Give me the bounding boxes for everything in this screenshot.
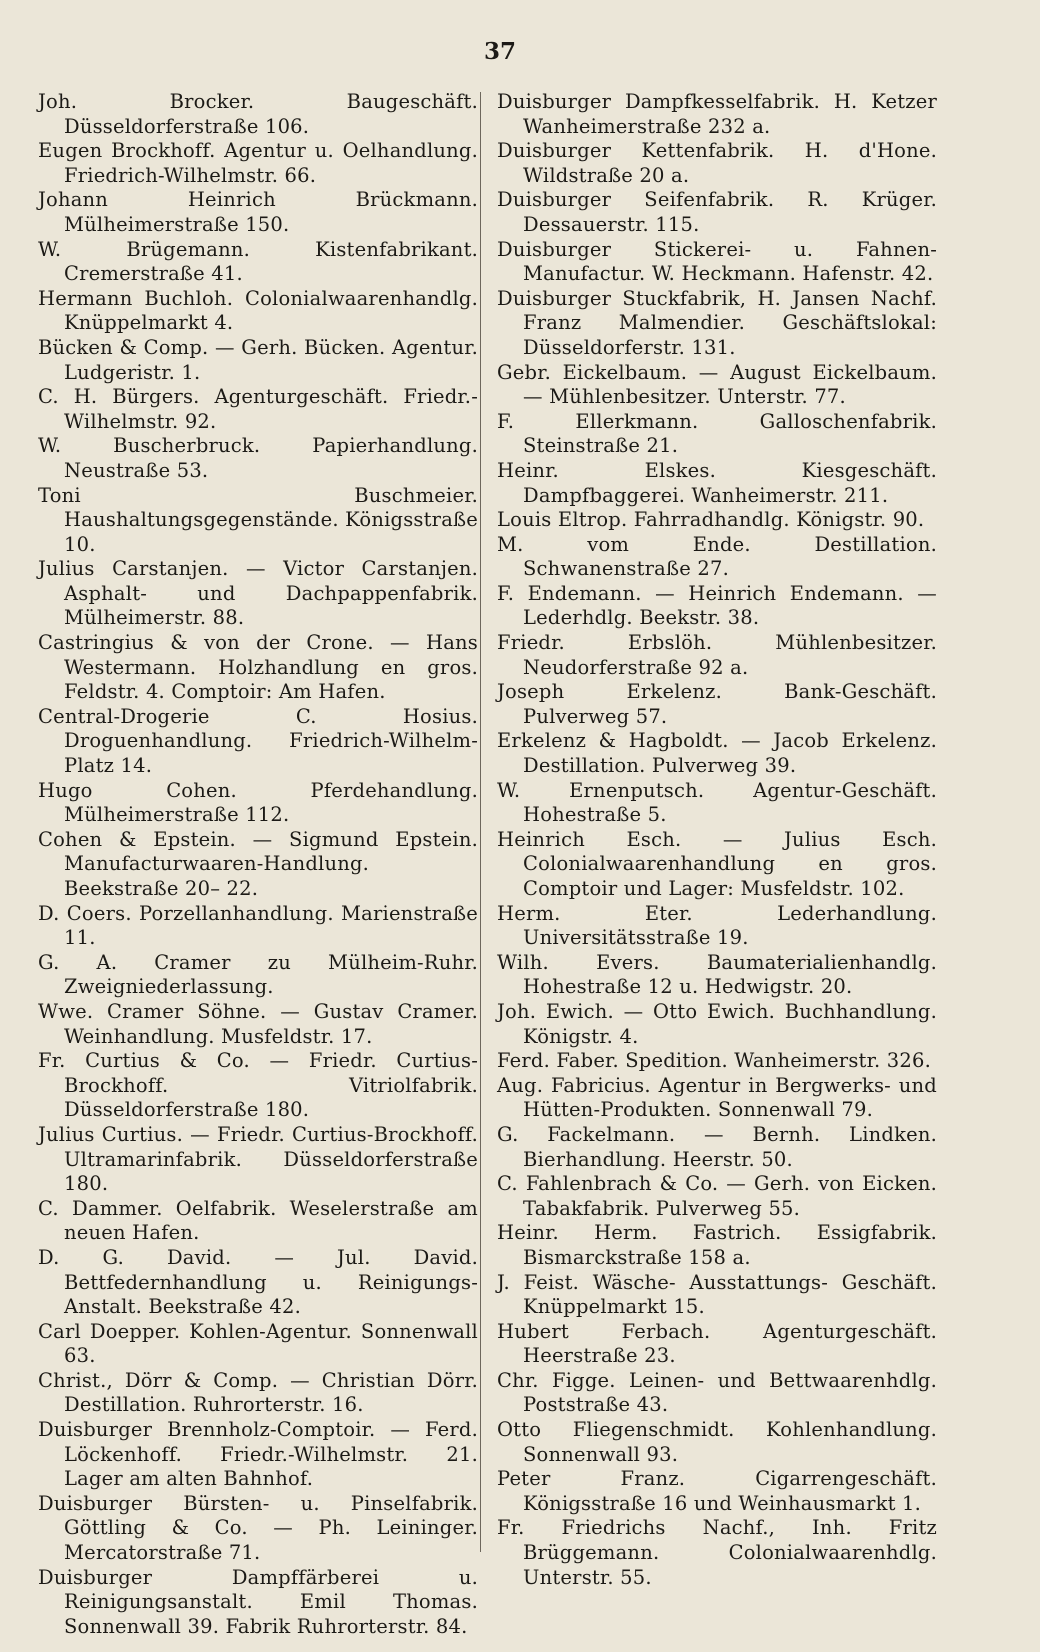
directory-entry: Central-Drogerie C. Hosius. Droguenhandlung. Friedrich-Wilhelm-Platz 14. [38,704,478,778]
directory-entry: Chr. Figge. Leinen- und Bettwaarenhdlg. Poststraße 43. [497,1368,937,1417]
directory-entry: Julius Carstanjen. — Victor Carstanjen. Asphalt- und Dachpappenfabrik. Mülheimerstr. 88. [38,557,478,630]
directory-entry: Johann Heinrich Brückmann. Mülheimerstraße 150. [38,188,478,236]
directory-entry: Hermann Buchloh. Colonialwaarenhandlg. Knüppelmarkt 4. [38,286,478,335]
directory-entry: D. Coers. Porzellanhandlung. Marienstraße 11. [38,901,478,950]
directory-entry: Wilh. Evers. Baumaterialienhandlg. Hohestraße 12 u. Hedwigstr. 20. [497,950,937,999]
directory-entry: Aug. Fabricius. Agentur in Bergwerks- und Hütten-Produkten. Sonnenwall 79. [497,1073,937,1122]
directory-entry: Cohen & Epstein. — Sigmund Epstein. Manufacturwaaren-Handlung. Beekstraße 20– 22. [38,827,478,900]
directory-entry: W. Ernenputsch. Agentur-Geschäft. Hohestraße 5. [497,778,937,827]
directory-entry: Joh. Ewich. — Otto Ewich. Buchhandlung. Königstr. 4. [497,999,937,1048]
left-column [38,90,478,1639]
column-divider [480,92,481,1552]
directory-entry: Hugo Cohen. Pferdehandlung. Mülheimerstraße 112. [38,778,478,827]
directory-entry: M. vom Ende. Destillation. Schwanenstraße 27. [497,532,937,581]
directory-entry: C. Fahlenbrach & Co. — Gerh. von Eicken. Tabakfabrik. Pulverweg 55. [497,1172,937,1220]
directory-entry: Bücken & Comp. — Gerh. Bücken. Agentur. Ludgeristr. 1. [38,335,478,384]
directory-entry: Louis Eltrop. Fahrradhandlg. Königstr. 90. [497,508,925,532]
directory-entry: Duisburger Bürsten- u. Pinselfabrik. Göttling & Co. — Ph. Leininger. Mercatorstraße 71. [38,1491,478,1565]
directory-entry: Wwe. Cramer Söhne. — Gustav Cramer. Weinhandlung. Musfeldstr. 17. [38,999,478,1048]
directory-entry: Gebr. Eickelbaum. — August Eickelbaum. — Mühlenbesitzer. Unterstr. 77. [497,360,937,409]
directory-entry: Duisburger Dampffärberei u. Reinigungsanstalt. Emil Thomas. Sonnenwall 39. Fabrik Ruhrorterstr. 84. [38,1565,478,1638]
directory-entry: Fr. Friedrichs Nachf., Inh. Fritz Brüggemann. Colonialwaarenhdlg. Unterstr. 55. [497,1516,937,1589]
directory-entry: Otto Fliegenschmidt. Kohlenhandlung. Sonnenwall 93. [497,1418,937,1466]
directory-entry: Erkelenz & Hagboldt. — Jacob Erkelenz. Destillation. Pulverweg 39. [497,729,937,778]
directory-entry: Duisburger Stuckfabrik, H. Jansen Nachf. Franz Malmendier. Geschäftslokal: Düsseldorferstr. 131. [497,286,937,359]
directory-entry: Julius Curtius. — Friedr. Curtius-Brockhoff. Ultramarinfabrik. Düsseldorferstraße 180. [38,1122,478,1196]
directory-entry: Duisburger Stickerei- u. Fahnen-Manufactur. W. Heckmann. Hafenstr. 42. [497,237,937,286]
directory-entry: Duisburger Seifenfabrik. R. Krüger. Dessauerstr. 115. [497,188,937,236]
directory-entry: Heinr. Elskes. Kiesgeschäft. Dampfbaggerei. Wanheimerstr. 211. [497,458,937,507]
directory-entry: Heinr. Herm. Fastrich. Essigfabrik. Bismarckstraße 158 a. [497,1221,937,1269]
directory-entry: Ferd. Faber. Spedition. Wanheimerstr. 326. [497,1049,931,1073]
right-column [497,90,937,1590]
directory-entry: Heinrich Esch. — Julius Esch. Colonialwaarenhandlung en gros. Comptoir und Lager: Musfeldstr. 102. [497,827,937,900]
directory-entry: J. Feist. Wäsche- Ausstattungs- Geschäft. Knüppelmarkt 15. [497,1270,937,1319]
directory-entry: Christ., Dörr & Comp. — Christian Dörr. Destillation. Ruhrorterstr. 16. [38,1368,478,1417]
directory-entry: F. Endemann. — Heinrich Endemann. — Lederhdlg. Beekstr. 38. [497,581,937,630]
directory-entry: Carl Doepper. Kohlen-Agentur. Sonnenwall 63. [38,1319,478,1368]
directory-entry: Herm. Eter. Lederhandlung. Universitätsstraße 19. [497,901,937,950]
directory-entry: W. Brügemann. Kistenfabrikant. Cremerstraße 41. [38,237,478,286]
directory-entry: Hubert Ferbach. Agenturgeschäft. Heerstraße 23. [497,1319,937,1368]
directory-entry: F. Ellerkmann. Galloschenfabrik. Steinstraße 21. [497,409,937,458]
directory-entry: Duisburger Dampfkesselfabrik. H. Ketzer Wanheimerstraße 232 a. [497,90,937,138]
directory-entry: Toni Buschmeier. Haushaltungsgegenstände. Königsstraße 10. [38,483,478,556]
directory-entry: Friedr. Erbslöh. Mühlenbesitzer. Neudorferstraße 92 a. [497,631,937,679]
directory-entry: W. Buscherbruck. Papierhandlung. Neustraße 53. [38,434,478,482]
directory-entry: C. Dammer. Oelfabrik. Weselerstraße am neuen Hafen. [38,1196,478,1245]
directory-entry: Fr. Curtius & Co. — Friedr. Curtius-Brockhoff. Vitriolfabrik. Düsseldorferstraße 180. [38,1049,478,1122]
directory-entry: D. G. David. — Jul. David. Bettfedernhandlung u. Reinigungs-Anstalt. Beekstraße 42. [38,1245,478,1319]
directory-entry: Eugen Brockhoff. Agentur u. Oelhandlung. Friedrich-Wilhelmstr. 66. [38,139,478,187]
directory-entry: Joseph Erkelenz. Bank-Geschäft. Pulverweg 57. [497,680,937,728]
directory-entry: Castringius & von der Crone. — Hans Westermann. Holzhandlung en gros. Feldstr. 4. Comptoir: Am Hafen. [38,631,478,704]
directory-entry: Duisburger Kettenfabrik. H. d'Hone. Wildstraße 20 a. [497,139,937,187]
directory-entry: Duisburger Brennholz-Comptoir. — Ferd. Löckenhoff. Friedr.-Wilhelmstr. 21. Lager am alten Bahnhof. [38,1418,478,1491]
directory-entry: Peter Franz. Cigarrengeschäft. Königsstraße 16 und Weinhausmarkt 1. [497,1467,937,1515]
directory-entry: Joh. Brocker. Baugeschäft. Düsseldorferstraße 106. [38,90,478,138]
directory-entry: G. Fackelmann. — Bernh. Lindken. Bierhandlung. Heerstr. 50. [497,1122,937,1171]
directory-entry: C. H. Bürgers. Agenturgeschäft. Friedr.-Wilhelmstr. 92. [38,385,478,433]
page-number: 37 [483,38,516,65]
directory-entry: G. A. Cramer zu Mülheim-Ruhr. Zweigniederlassung. [38,950,478,999]
